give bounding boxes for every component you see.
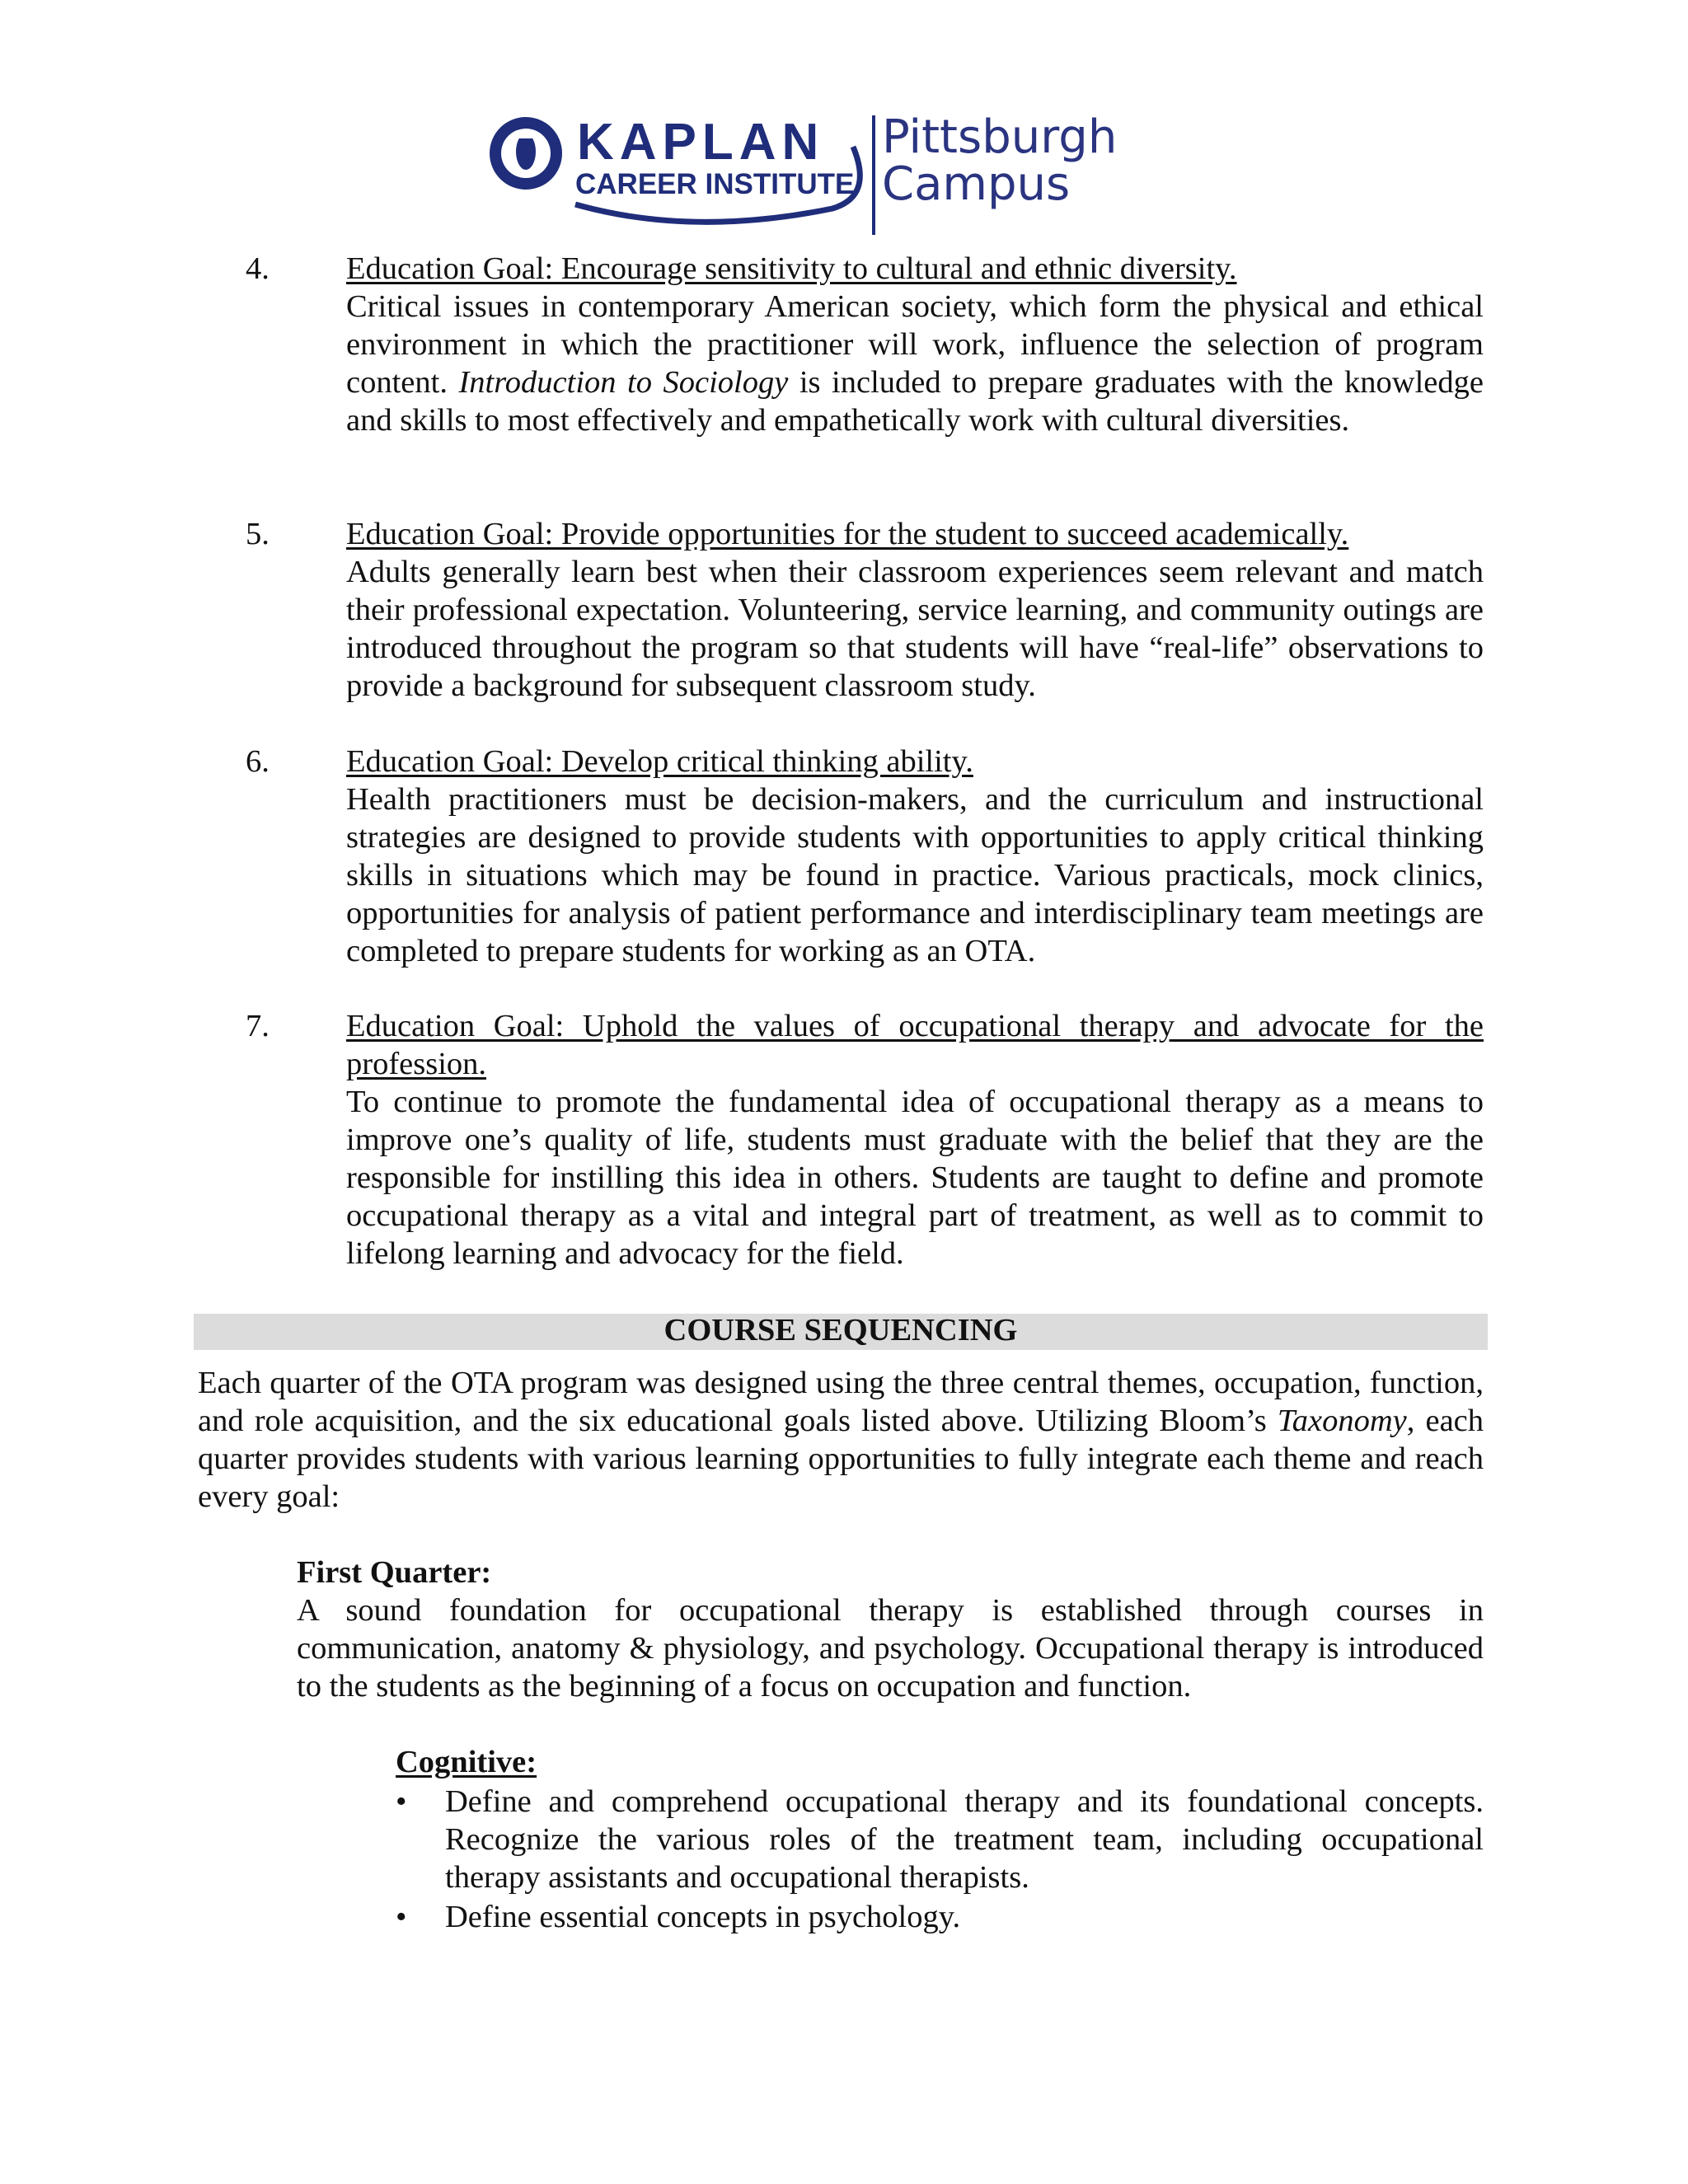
goal-body bbox=[346, 288, 1484, 439]
first-quarter-body: A sound foundation for occupational therapy is established through courses in communication, anatomy & physiology, and psychology. Occupational therapy is introduced to the students as the beginning of a focus on occupation and function. bbox=[297, 1593, 1484, 1704]
goal-number: 5. bbox=[246, 517, 270, 551]
intro-text: , each quarter provides students with various learning opportunities to fully integrate each theme and reach every goal: bbox=[198, 1404, 1484, 1514]
goal-number: 4. bbox=[246, 251, 270, 286]
bullet-icon: • bbox=[396, 1784, 407, 1819]
kaplan-logo bbox=[486, 110, 1137, 239]
goal-title: Education Goal: Uphold the values of occupational therapy and advocate for the profession. bbox=[346, 1009, 1484, 1081]
goal-number: 6. bbox=[246, 744, 270, 779]
bullet-icon: • bbox=[396, 1900, 407, 1934]
goal-title: Education Goal: Encourage sensitivity to cultural and ethnic diversity. bbox=[346, 251, 1237, 286]
goal-title: Education Goal: Provide opportunities for the student to succeed academically. bbox=[346, 517, 1349, 551]
taxonomy-term: Taxonomy bbox=[1277, 1404, 1407, 1438]
goal-body: Health practitioners must be decision-makers, and the curriculum and instructional strategies are designed to provide students with opportunities to apply critical thinking skills in situations which may be found in practice. Various practicals, mock clinics, opportunities for analysis of patient performance and interdisciplinary team meetings are completed to prepare students for working as an OTA. bbox=[346, 782, 1484, 968]
goal-body-text: Critical issues in contemporary American society, which form the physical and ethical environment in which the practitioner will work, influence the selection of program content. bbox=[346, 289, 1484, 400]
course-title: Introduction to Sociology bbox=[458, 365, 789, 400]
goal-number: 7. bbox=[246, 1009, 270, 1043]
logo-subtitle: CAREER INSTITUTE bbox=[575, 168, 855, 200]
cognitive-heading: Cognitive: bbox=[396, 1745, 537, 1779]
intro-text: Each quarter of the OTA program was designed using the three central themes, occupation, function, and role acquisition, and the six educational goals listed above. Utilizing Bloom’s bbox=[198, 1366, 1484, 1438]
first-quarter-heading: First Quarter: bbox=[297, 1555, 492, 1590]
campus-line-1: Pittsburgh bbox=[882, 110, 1118, 164]
bullet-text: Define essential concepts in psychology. bbox=[445, 1900, 961, 1934]
bullet-text: Define and comprehend occupational therapy and its foundational concepts. Recognize the various roles of the treatment team, including occupational therapy assistants and occupational therapists. bbox=[445, 1784, 1484, 1895]
goal-body-text: is included to prepare graduates with the knowledge and skills to most effectively and empathetically work with cultural diversities. bbox=[346, 365, 1484, 438]
campus-line-2: Campus bbox=[882, 157, 1071, 212]
goal-body: To continue to promote the fundamental idea of occupational therapy as a means to improve one’s quality of life, students must graduate with the belief that they are the responsible for instilling this idea in others. Students are taught to define and promote occupational therapy as a vital and integral part of treatment, as well as to commit to lifelong learning and advocacy for the field. bbox=[346, 1085, 1484, 1271]
section-heading: COURSE SEQUENCING bbox=[663, 1313, 1018, 1347]
goal-body: Adults generally learn best when their classroom experiences seem relevant and match their professional expectation. Volunteering, service learning, and community outings are introduced throughout the program so that students will have “real-life” observations to provide a background for subsequent classroom study. bbox=[346, 555, 1484, 703]
logo-name: KAPLAN bbox=[577, 114, 825, 171]
sequencing-intro bbox=[198, 1364, 1484, 1516]
campus-label bbox=[882, 110, 1118, 212]
goal-title: Education Goal: Develop critical thinking ability. bbox=[346, 744, 973, 779]
